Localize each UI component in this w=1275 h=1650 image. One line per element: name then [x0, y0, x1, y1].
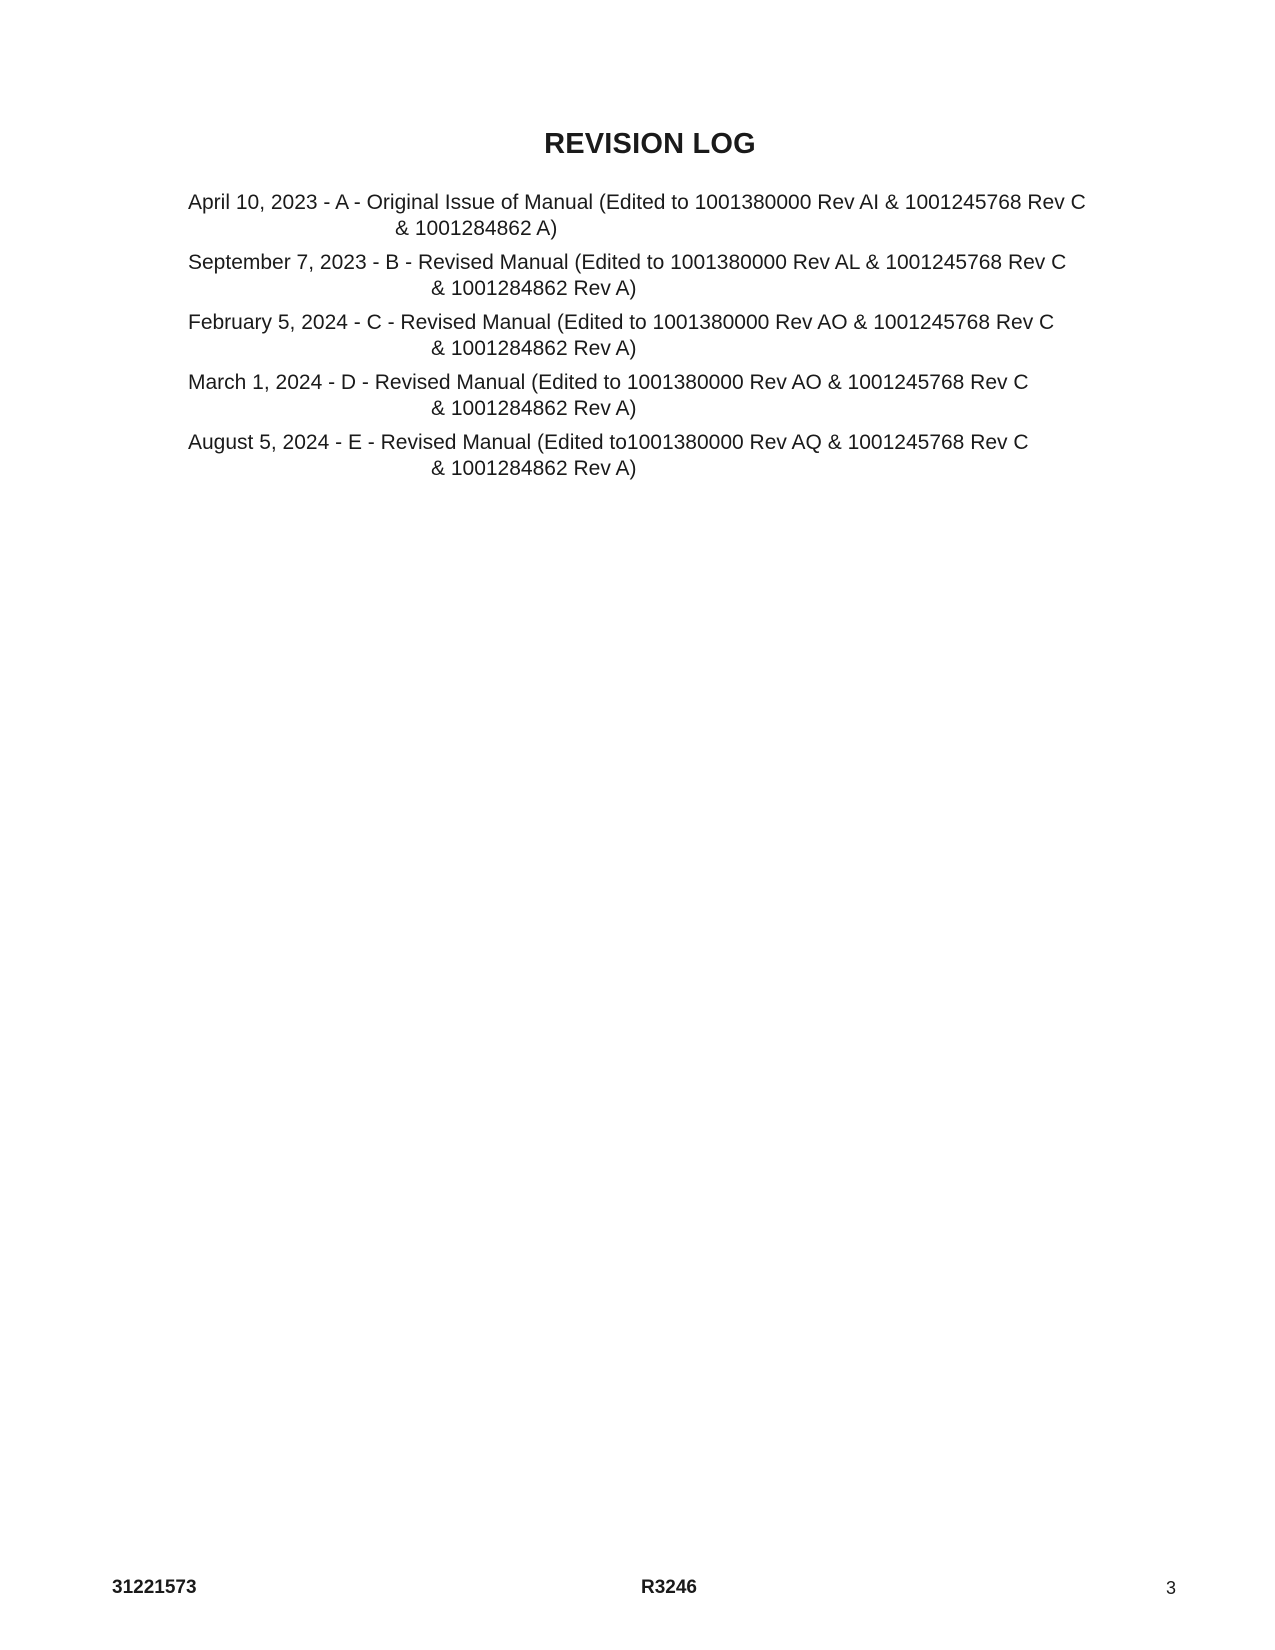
revision-entry-line: April 10, 2023 - A - Original Issue of Manual (Edited to 1001380000 Rev AI & 1001245768 Rev C [188, 191, 1086, 214]
revision-entry-line: March 1, 2024 - D - Revised Manual (Edited to 1001380000 Rev AO & 1001245768 Rev C [188, 371, 1029, 394]
revision-entry-continuation: & 1001284862 Rev A) [431, 277, 637, 300]
revision-entry-line: September 7, 2023 - B - Revised Manual (Edited to 1001380000 Rev AL & 1001245768 Rev C [188, 251, 1067, 274]
revision-entry-c [188, 310, 1148, 362]
revision-entry-line: August 5, 2024 - E - Revised Manual (Edited to1001380000 Rev AQ & 1001245768 Rev C [188, 431, 1029, 454]
revision-entry-d [188, 370, 1148, 422]
revision-entry-b [188, 250, 1148, 302]
page-title: REVISION LOG [544, 128, 756, 160]
revision-entry-line: February 5, 2024 - C - Revised Manual (Edited to 1001380000 Rev AO & 1001245768 Rev C [188, 311, 1055, 334]
revision-entry-e [188, 430, 1148, 482]
revision-entry-a [188, 190, 1148, 242]
revision-entry-continuation: & 1001284862 Rev A) [431, 397, 637, 420]
revision-entry-continuation: & 1001284862 A) [395, 217, 558, 240]
footer-page-number: 3 [1166, 1578, 1177, 1598]
footer-doc-number: 31221573 [112, 1577, 197, 1598]
revision-list [188, 190, 1148, 490]
revision-entry-continuation: & 1001284862 Rev A) [431, 457, 637, 480]
revision-entry-continuation: & 1001284862 Rev A) [431, 337, 637, 360]
footer-model: R3246 [641, 1577, 697, 1598]
